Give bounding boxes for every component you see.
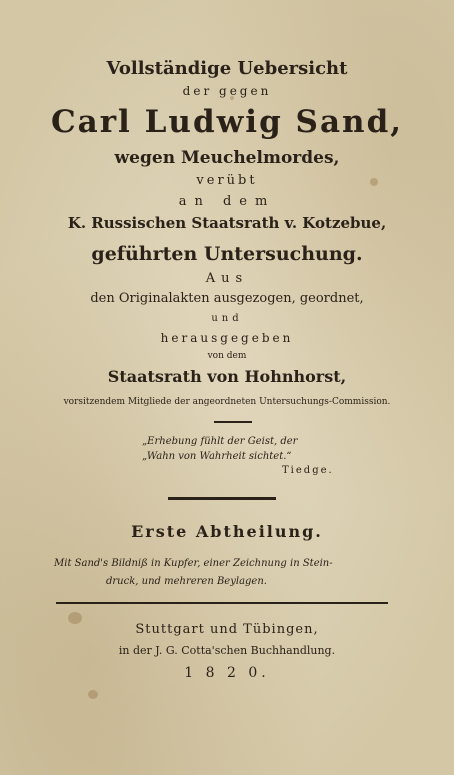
long-rule: [56, 602, 388, 604]
part-description-2: druck, und mehreren Beylagen.: [106, 576, 267, 587]
title-line-7: K. Russischen Staatsrath v. Kotzebue,: [67, 214, 387, 232]
middle-rule: [168, 497, 276, 500]
stain: [88, 690, 98, 699]
title-line-5: verübt: [196, 173, 258, 188]
title-line-11: und: [211, 313, 243, 324]
short-rule: [214, 421, 252, 423]
title-line-15: vorsitzendem Mitgliede der angeordneten Untersuchungs-Commission.: [63, 397, 391, 407]
title-line-4: wegen Meuchelmordes,: [114, 148, 340, 168]
title-line-12: herausgegeben: [160, 331, 294, 345]
imprint-year: 1 8 2 0.: [184, 665, 270, 681]
part-heading: Erste Abtheilung.: [131, 522, 323, 541]
title-line-9: Aus: [205, 271, 249, 286]
title-line-2: der gegen: [182, 84, 272, 98]
epigraph-line-2: „Wahn von Wahrheit sichtet.“: [142, 451, 292, 462]
title-line-1: Vollständige Uebersicht: [106, 58, 348, 79]
title-line-14: Staatsrath von Hohnhorst,: [107, 367, 347, 386]
title-line-6: an dem: [178, 194, 276, 209]
part-description-1: Mit Sand's Bildniß in Kupfer, einer Zeichnung in Stein-: [54, 558, 333, 569]
imprint-place: Stuttgart und Tübingen,: [135, 622, 319, 637]
title-line-10: den Originalakten ausgezogen, geordnet,: [90, 291, 364, 306]
title-line-8: geführten Untersuchung.: [91, 243, 363, 265]
imprint-publisher: in der J. G. Cotta'schen Buchhandlung.: [118, 644, 336, 657]
epigraph-line-1: „Erhebung fühlt der Geist, der: [142, 436, 298, 447]
main-title: Carl Ludwig Sand,: [50, 104, 404, 140]
epigraph-author: Tiedge.: [282, 465, 334, 476]
title-line-13: von dem: [207, 351, 247, 361]
